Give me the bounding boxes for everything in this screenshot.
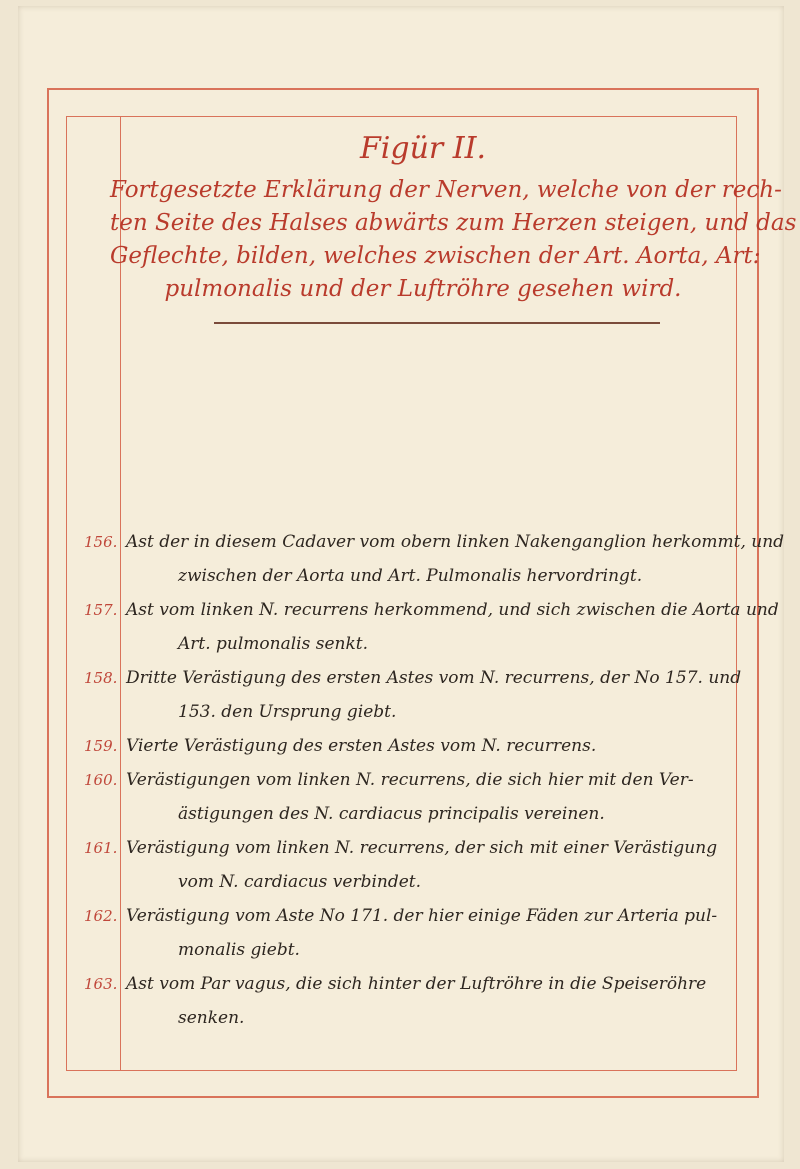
heading-underline	[214, 322, 660, 324]
entry-158	[84, 663, 742, 731]
entry-list	[84, 527, 785, 1037]
entry-text-line-1: Ast der in diesem Cadaver vom obern linken Nakenganglion herkommt, und	[126, 532, 785, 552]
entry-text-line-1: Vierte Verästigung des ersten Astes vom N. recurrens.	[126, 736, 597, 756]
document-heading	[110, 130, 797, 306]
entry-text-line-2: zwischen der Aorta und Art. Pulmonalis hervordringt.	[178, 566, 643, 586]
entry-163	[84, 969, 734, 1037]
entry-text-line-1: Dritte Verästigung des ersten Astes vom N. recurrens, der No 157. und	[126, 668, 742, 688]
subtitle-line-1: Fortgesetzte Erklärung der Nerven, welche von der rech-	[110, 177, 782, 203]
subtitle-line-4: pulmonalis und der Luftröhre gesehen wird.	[164, 276, 682, 302]
entry-number: 162.	[84, 907, 118, 925]
entry-text-line-1: Verästigungen vom linken N. recurrens, die sich hier mit den Ver-	[126, 770, 694, 790]
entry-number: 161.	[84, 839, 118, 857]
entry-156	[84, 527, 785, 595]
entry-text-line-1: Verästigung vom Aste No 171. der hier einige Fäden zur Arteria pul-	[126, 906, 718, 926]
entry-161	[84, 833, 734, 901]
entry-text-line-2: vom N. cardiacus verbindet.	[178, 872, 422, 892]
entry-text-line-1: Ast vom linken N. recurrens herkommend, und sich zwischen die Aorta und	[126, 600, 779, 620]
entry-162	[84, 901, 734, 969]
entry-number: 158.	[84, 669, 118, 687]
entry-160	[84, 765, 734, 833]
entry-number: 163.	[84, 975, 118, 993]
entry-text-line-2: Art. pulmonalis senkt.	[178, 634, 369, 654]
entry-text-line-2: senken.	[178, 1008, 245, 1028]
entry-number: 156.	[84, 533, 118, 551]
entry-number: 160.	[84, 771, 118, 789]
subtitle-line-3: Geflechte, bilden, welches zwischen der Art. Aorta, Art:	[110, 243, 761, 269]
subtitle-line-2: ten Seite des Halses abwärts zum Herzen steigen, und das	[110, 210, 797, 236]
entry-text-line-2: monalis giebt.	[178, 940, 300, 960]
entry-159	[84, 731, 734, 765]
entry-number: 157.	[84, 601, 118, 619]
entry-text-line-2: 153. den Ursprung giebt.	[178, 702, 397, 722]
entry-text-line-1: Verästigung vom linken N. recurrens, der sich mit einer Verästigung	[126, 838, 718, 858]
entry-text-line-1: Ast vom Par vagus, die sich hinter der Luftröhre in die Speiseröhre	[126, 974, 707, 994]
entry-text-line-2: ästigungen des N. cardiacus principalis vereinen.	[178, 804, 605, 824]
entry-157	[84, 595, 779, 663]
entry-number: 159.	[84, 737, 118, 755]
figure-title: Figür II.	[359, 131, 487, 166]
